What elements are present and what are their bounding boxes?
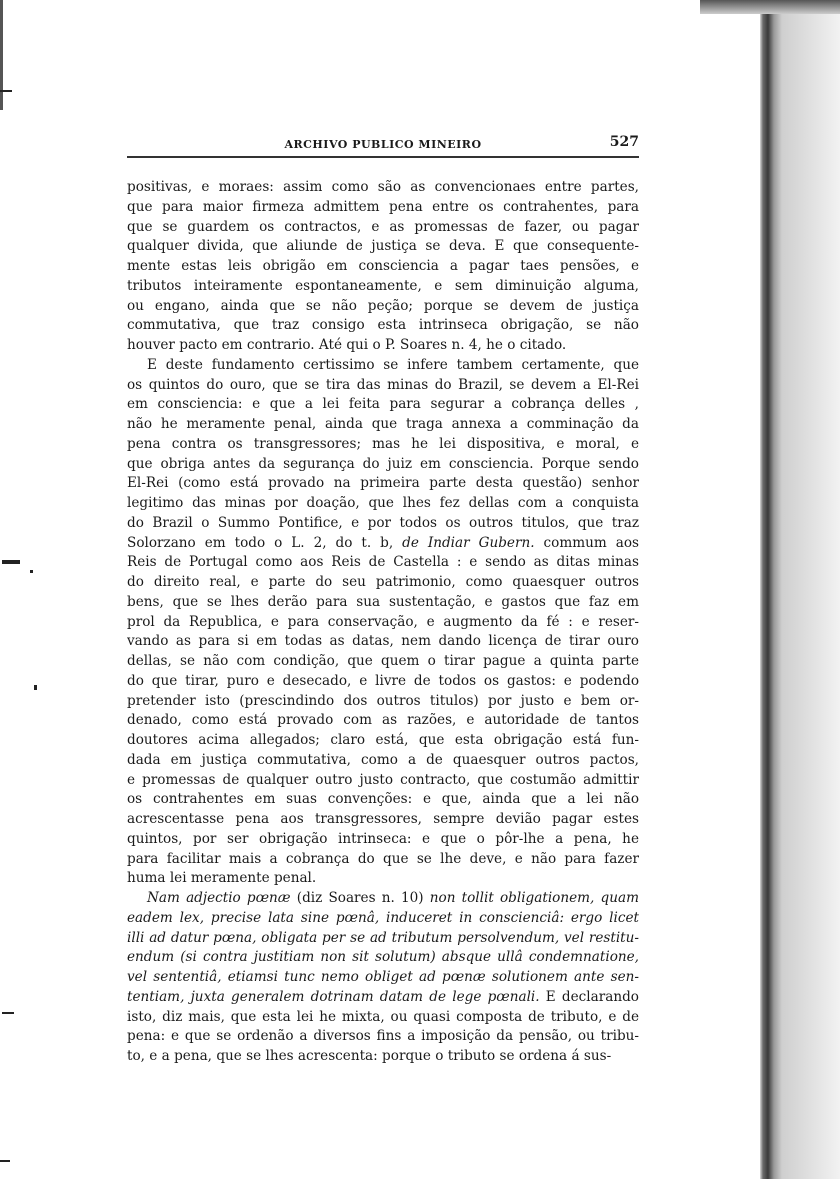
text-line	[127, 692, 639, 712]
text-line	[127, 534, 639, 554]
text-segment: do Brazil o Summo Pontifice, e por todos os outros titulos, que traz	[127, 514, 639, 531]
text-line	[127, 573, 639, 593]
paragraph	[127, 356, 639, 889]
text-line	[127, 336, 639, 356]
text-line	[127, 435, 639, 455]
text-line	[127, 455, 639, 475]
scan-speck	[0, 0, 3, 110]
italic-text: non tollit obligationem, quam	[429, 890, 639, 906]
text-segment: não he meramente penal, ainda que traga annexa a comminação da	[127, 416, 639, 432]
italic-text: illi ad datur pœna, obligata per se ad tributum persolvendum, vel restitu-	[127, 929, 639, 946]
text-line	[127, 257, 639, 277]
scan-speck	[34, 685, 37, 690]
document-body	[127, 178, 639, 1067]
italic-text: eadem lex, precise lata sine pœnâ, induceret in conscienciâ: ergo licet	[127, 909, 639, 926]
text-segment: pretender isto (prescindindo dos outros titulos) por justo e bem or-	[127, 692, 639, 709]
text-segment: huma lei meramente penal.	[127, 870, 317, 887]
text-segment: El-Rei (como está provado na primeira parte desta questão) senhor	[127, 475, 639, 492]
text-line	[127, 711, 639, 731]
text-line	[127, 889, 639, 909]
text-line	[127, 672, 639, 692]
text-segment: positivas, e moraes: assim como são as convencionaes entre partes,	[127, 179, 639, 195]
text-line	[127, 178, 639, 198]
text-line	[127, 1008, 639, 1028]
text-line	[127, 909, 639, 929]
scan-speck	[0, 1160, 10, 1162]
text-segment: quintos, por ser obrigação intrinseca: e que o pôr-lhe a pena, he	[127, 830, 639, 847]
paragraph	[127, 178, 639, 356]
text-segment: pena contra os transgressores; mas he lei dispositiva, e moral, e	[127, 435, 639, 452]
text-line	[127, 771, 639, 791]
text-segment: tributos inteiramente espontaneamente, e sem diminuição alguma,	[127, 277, 639, 294]
text-segment: denado, como está provado com as razões, e autoridade de tantos	[127, 712, 639, 729]
text-segment: que obriga antes da segurança do juiz em consciencia. Porque sendo	[127, 455, 639, 472]
text-segment: para facilitar mais a cobrança do que se lhe deve, e não para fazer	[127, 850, 639, 867]
text-segment: isto, diz mais, que esta lei he mixta, ou quasi composta de tributo, e de	[127, 1008, 639, 1025]
text-line	[127, 514, 639, 534]
text-line	[127, 237, 639, 257]
page-number: 527	[609, 134, 639, 150]
text-line	[127, 968, 639, 988]
scan-speck	[2, 1012, 14, 1014]
page-header	[127, 134, 639, 154]
text-line	[127, 652, 639, 672]
italic-text: Nam adjectio pœnæ	[147, 890, 291, 906]
text-line	[127, 376, 639, 396]
text-segment: legitimo das minas por doação, que lhes fez dellas com a conquista	[127, 495, 639, 511]
text-line	[127, 948, 639, 968]
text-segment: mente estas leis obrigão em consciencia a pagar taes pensões, e	[127, 258, 639, 274]
italic-text: de Indiar Gubern.	[402, 534, 535, 551]
scan-speck	[30, 570, 33, 573]
italic-text: endum (si contra justitiam non sit solutum) absque ullâ condemnatione,	[127, 949, 639, 966]
text-line	[127, 929, 639, 949]
text-segment: ou engano, ainda que se não peção; porque se devem de justiça	[127, 297, 639, 314]
text-line	[127, 790, 639, 810]
text-segment: Solorzano em todo o L. 2, do t. b,	[127, 534, 403, 551]
text-segment: E deste fundamento certissimo se infere tambem certamente, que	[147, 356, 639, 373]
text-line	[127, 810, 639, 830]
text-segment: to, e a pena, que se lhes acrescenta: porque o tributo se ordena á sus-	[127, 1048, 612, 1064]
text-segment: que se guardem os contractos, e as promessas de fazer, ou pagar	[127, 218, 639, 235]
text-segment: acrescentasse pena aos transgressores, sempre devião pagar estes	[127, 811, 639, 827]
text-segment: (diz Soares n. 10)	[290, 890, 430, 906]
text-segment: em consciencia: e que a lei feita para segurar a cobrança delles ,	[127, 396, 639, 413]
italic-text: vel sententiâ, etiamsi tunc nemo obliget ad pœnæ solutionem ante sen-	[127, 969, 639, 985]
text-segment: vando as para si em todas as datas, nem dando licença de tirar ouro	[127, 633, 639, 650]
text-segment: houver pacto em contrario. Até qui o P. Soares n. 4, he o citado.	[127, 337, 567, 353]
text-line	[127, 297, 639, 317]
text-segment: commum aos	[534, 534, 639, 551]
scan-speck	[2, 560, 20, 564]
header-rule	[127, 156, 639, 158]
text-line	[127, 988, 639, 1008]
text-line	[127, 830, 639, 850]
text-segment: qualquer divida, que aliunde de justiça se deva. E que consequente-	[127, 238, 639, 255]
text-line	[127, 632, 639, 652]
text-line	[127, 218, 639, 238]
text-line	[127, 1047, 639, 1067]
text-segment: dada em justiça commutativa, como a de quaesquer outros pactos,	[127, 751, 639, 768]
scan-corner-shadow	[700, 0, 840, 14]
text-line	[127, 553, 639, 573]
text-line	[127, 613, 639, 633]
text-line	[127, 869, 639, 889]
paragraph	[127, 889, 639, 1067]
text-segment: E declarando	[539, 988, 639, 1005]
text-line	[127, 356, 639, 376]
text-segment: bens, que se lhes derão para sua sustentação, e gastos que faz em	[127, 593, 639, 610]
text-segment: Reis de Portugal como aos Reis de Castella : e sendo as ditas minas	[127, 554, 639, 571]
text-line	[127, 1027, 639, 1047]
text-line	[127, 593, 639, 613]
text-line	[127, 850, 639, 870]
text-segment: os contrahentes em suas convenções: e que, ainda que a lei não	[127, 791, 639, 808]
text-line	[127, 731, 639, 751]
text-segment: pena: e que se ordenão a diversos fins a imposição da pensão, ou tribu-	[127, 1028, 639, 1045]
text-line	[127, 751, 639, 771]
text-line	[127, 474, 639, 494]
text-segment: dellas, se não com condição, que quem o tirar pague a quinta parte	[127, 653, 639, 669]
text-segment: e promessas de qualquer outro justo contracto, que costumão admittir	[127, 771, 639, 788]
scan-page-edge	[760, 0, 840, 1179]
text-segment: do que tirar, puro e desecado, e livre de todos os gastos: e podendo	[127, 672, 639, 689]
text-segment: do direito real, e parte do seu patrimonio, como quaesquer outros	[127, 574, 639, 590]
italic-text: tentiam, juxta generalem dotrinam datam de lege pœnali.	[127, 988, 540, 1005]
text-segment: doutores acima allegados; claro está, que esta obrigação está fun-	[127, 732, 639, 748]
running-title: ARCHIVO PUBLICO MINEIRO	[284, 138, 482, 151]
text-line	[127, 316, 639, 336]
text-line	[127, 198, 639, 218]
text-segment: que para maior firmeza admittem pena entre os contrahentes, para	[127, 198, 639, 215]
text-segment: prol da Republica, e para conservação, e augmento da fé : e reser-	[127, 613, 639, 630]
text-line	[127, 415, 639, 435]
text-line	[127, 494, 639, 514]
text-segment: os quintos do ouro, que se tira das minas do Brazil, se devem a El-Rei	[127, 376, 639, 393]
scan-speck	[0, 90, 12, 92]
text-segment: commutativa, que traz consigo esta intrinseca obrigação, se não	[127, 317, 639, 334]
text-line	[127, 395, 639, 415]
text-line	[127, 277, 639, 297]
